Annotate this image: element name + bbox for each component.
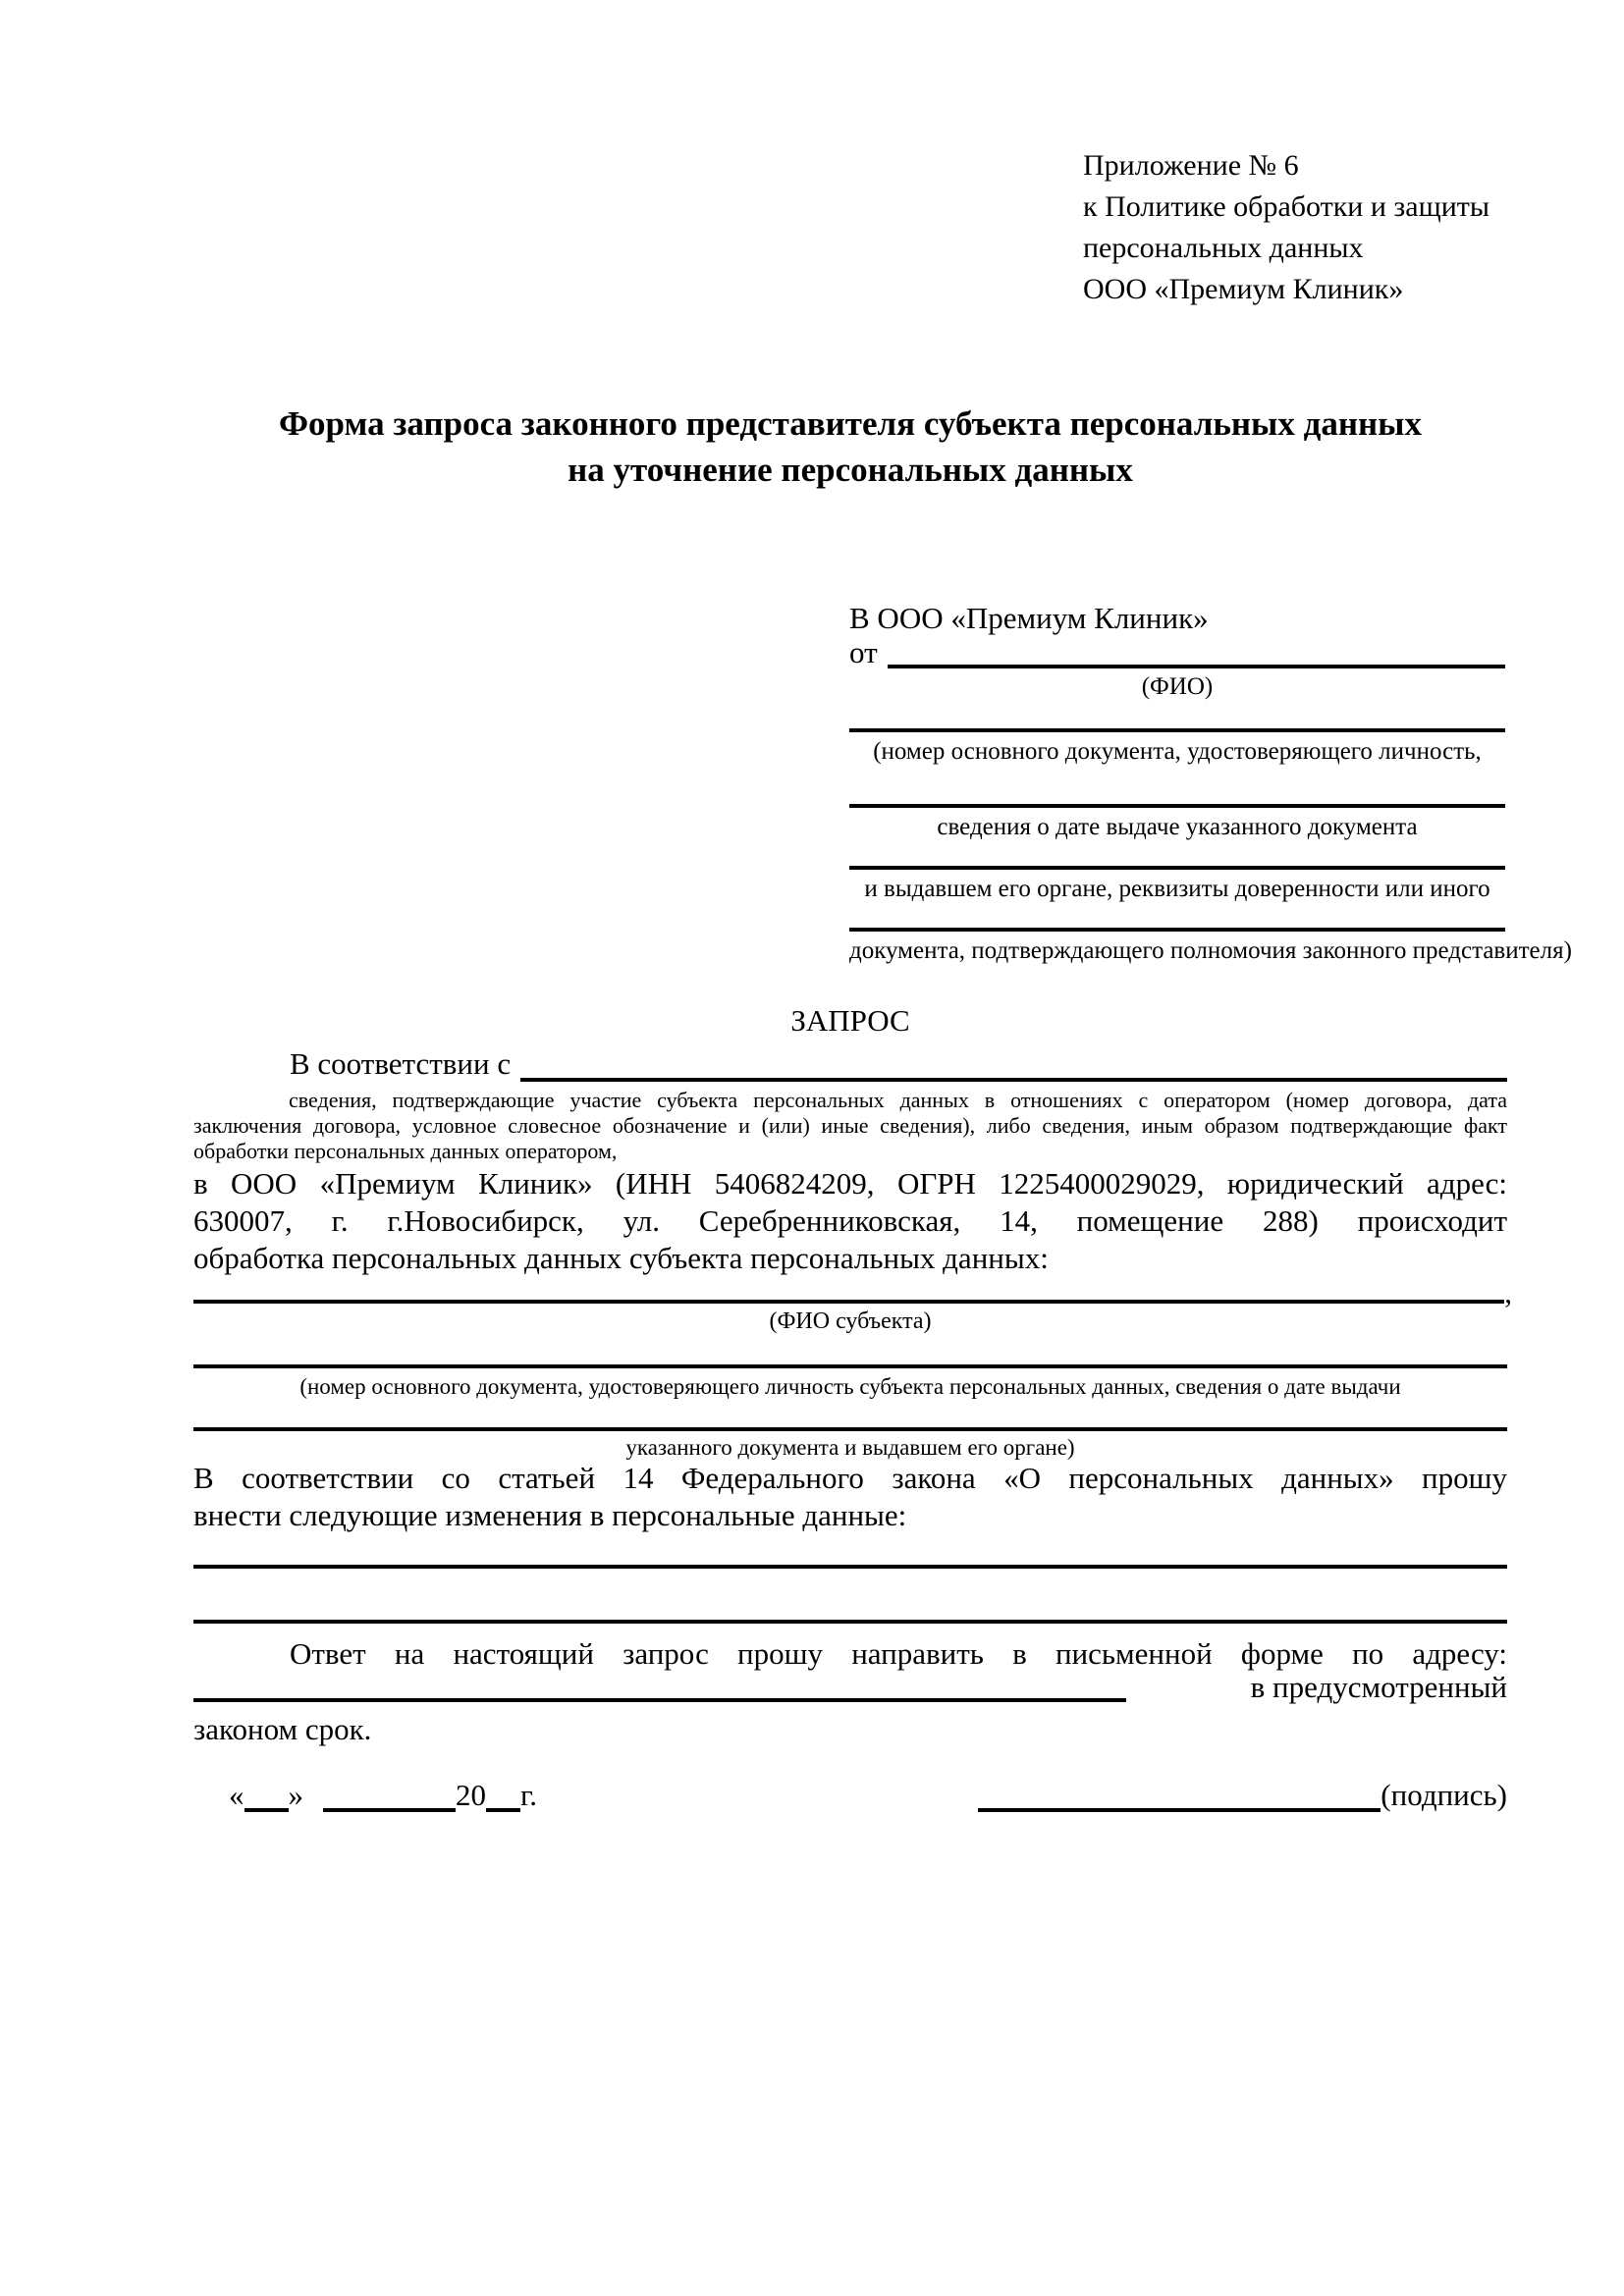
appendix-note-line: к Политике обработки и защиты (1083, 190, 1490, 223)
operator-line: обработка персональных данных субъекта персональных данных: (193, 1241, 1049, 1275)
quote-close: » (288, 1778, 303, 1812)
write-line (193, 1364, 1507, 1368)
subject-comma: , (1504, 1275, 1512, 1309)
article-line: внести следующие изменения в персональные данные: (193, 1498, 907, 1532)
note-line: сведения, подтверждающие участие субъекта персональных данных в отношениях с оператором (номер договора, дата (289, 1088, 1507, 1112)
subject-fio-line (193, 1276, 1504, 1304)
reply-address-row (193, 1670, 1507, 1704)
doc-caption-4: документа, подтверждающего полномочия законного представителя) (849, 937, 1572, 964)
date-group (193, 1779, 537, 1812)
write-line (849, 928, 1505, 932)
year-blank (486, 1783, 520, 1812)
write-line (849, 866, 1505, 870)
doc-caption-2: сведения о дате выдаче указанного документа (937, 814, 1418, 840)
write-line (193, 1427, 1507, 1431)
write-line (849, 728, 1505, 732)
doc-caption-1: (номер основного документа, удостоверяющего личность, (873, 738, 1482, 765)
date-signature-row (193, 1779, 1507, 1812)
operator-line: в ООО «Премиум Клиник» (ИНН 5406824209, ОГРН 1225400029029, юридический адрес: (193, 1166, 1507, 1201)
addressee-organization: В ООО «Премиум Клиник» (849, 601, 1209, 635)
year-prefix: 20 (456, 1778, 486, 1812)
reply-line-1: Ответ на настоящий запрос прошу направить в письменной форме по адресу: (290, 1636, 1507, 1671)
document-title (193, 400, 1507, 493)
note-line: заключения договора, условное словесное обозначение и (или) иные сведения), либо сведения, иным образом подтверждающие факт (193, 1113, 1507, 1138)
from-row (849, 636, 1505, 668)
article-line: В соответствии со статьей 14 Федерального закона «О персональных данных» прошу (193, 1461, 1507, 1495)
explanatory-note (193, 1088, 1507, 1164)
signature-blank (978, 1783, 1380, 1812)
from-label: от (849, 635, 878, 669)
reply-line-3: законом срок. (193, 1712, 372, 1746)
fio-caption: (ФИО) (1141, 673, 1214, 700)
reply-line-2-suffix: в предусмотренный (1250, 1670, 1507, 1704)
article-paragraph (193, 1460, 1507, 1534)
document-title-line1: Форма запроса законного представителя субъекта персональных данных (279, 404, 1422, 443)
quote-open: « (229, 1778, 244, 1812)
subject-fio-row (193, 1275, 1512, 1309)
subject-fio-caption: (ФИО субъекта) (769, 1308, 932, 1334)
operator-line: 630007, г. г.Новосибирск, ул. Серебренниковская, 14, помещение 288) происходит (193, 1203, 1507, 1238)
signature-caption: (подпись) (1380, 1778, 1507, 1812)
appendix-note-line: ООО «Премиум Клиник» (1083, 273, 1404, 305)
appendix-note (1083, 145, 1489, 310)
subject-doc-caption-1: (номер основного документа, удостоверяющего личность субъекта персональных данных, сведения о дате выдачи (299, 1374, 1401, 1399)
compliance-row (193, 1045, 1507, 1082)
write-line (193, 1565, 1507, 1569)
subject-doc-caption-2: указанного документа и выдавшем его органе) (625, 1435, 1075, 1460)
from-fill-line (888, 636, 1505, 668)
compliance-prefix: В соответствии с (290, 1046, 512, 1081)
reply-address-line (193, 1673, 1126, 1702)
appendix-note-line: персональных данных (1083, 232, 1364, 264)
write-line (849, 804, 1505, 808)
doc-caption-3: и выдавшем его органе, реквизиты доверенности или иного (864, 876, 1490, 902)
signature-group (978, 1779, 1507, 1812)
compliance-fill-line (520, 1045, 1507, 1082)
addressee-block (849, 601, 1572, 964)
write-line (193, 1620, 1507, 1624)
appendix-note-line: Приложение № 6 (1083, 149, 1299, 182)
operator-paragraph (193, 1165, 1507, 1277)
note-line: обработки персональных данных оператором, (193, 1139, 618, 1163)
day-blank (244, 1783, 289, 1812)
document-title-line2: на уточнение персональных данных (568, 451, 1133, 489)
month-blank (323, 1783, 456, 1812)
request-heading: ЗАПРОС (790, 1003, 910, 1038)
year-suffix: г. (520, 1778, 537, 1812)
